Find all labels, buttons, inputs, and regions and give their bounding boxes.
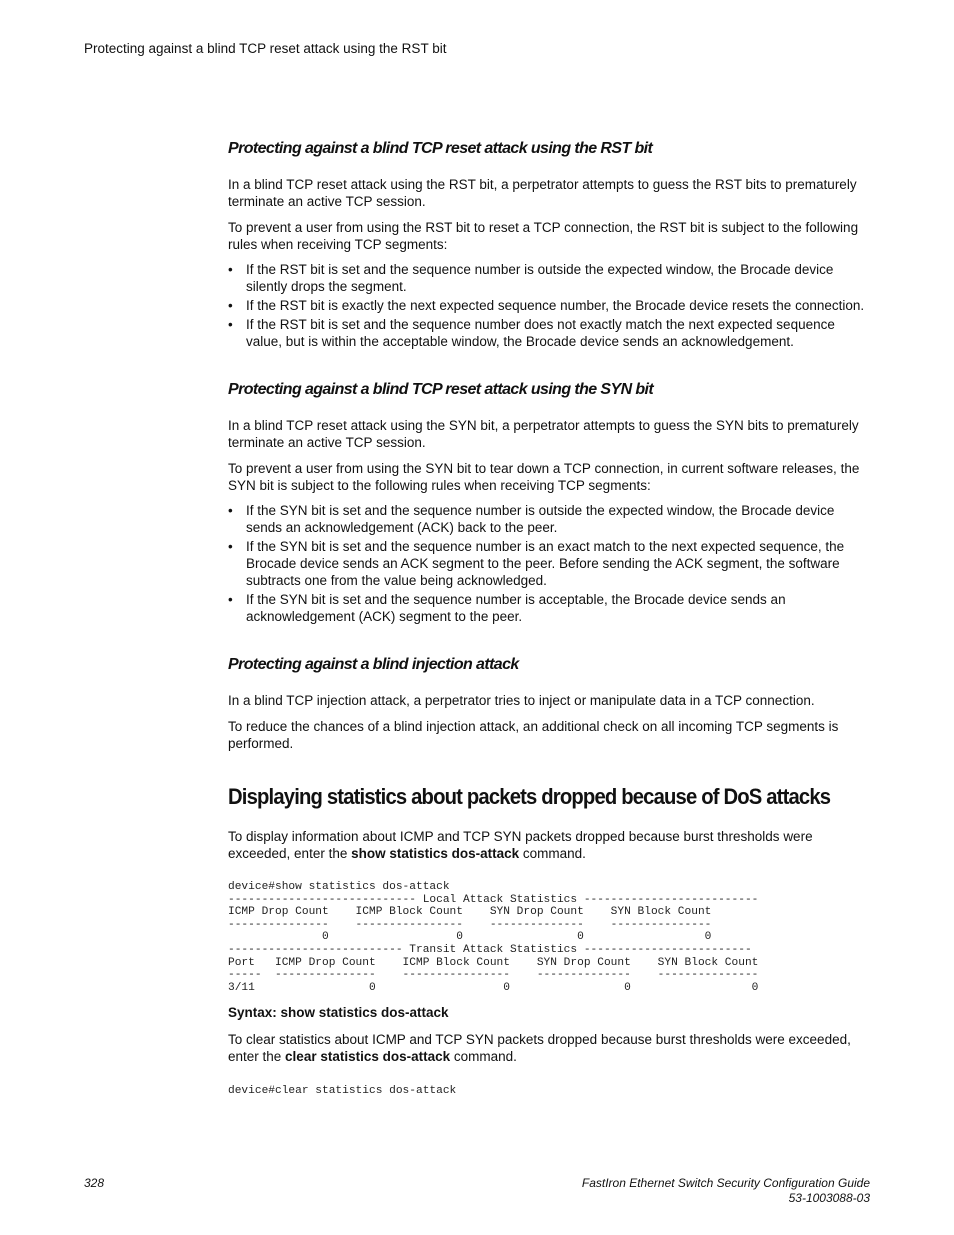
page-content: [228, 140, 868, 1098]
injection-heading: Protecting against a blind injection attack: [228, 656, 519, 673]
rst-heading: Protecting against a blind TCP reset attack using the RST bit: [228, 140, 653, 157]
syn-paragraph-2: To prevent a user from using the SYN bit to tear down a TCP connection, in current software releases, the SYN bit is subject to the following rules when receiving TCP segments:: [228, 461, 860, 493]
clear-statistics-code-block: device#clear statistics dos-attack: [228, 1085, 457, 1098]
dos-paragraph-1: [228, 828, 868, 862]
syn-paragraph-1: In a blind TCP reset attack using the SYN bit, a perpetrator attempts to guess the SYN bits to prematurely terminate an active TCP session.: [228, 418, 859, 450]
dos-paragraph-2-end: command.: [450, 1049, 517, 1065]
list-item: • If the SYN bit is set and the sequence number is an exact match to the next expected sequence, the Brocade device sends an ACK segment to the peer. Before sending the ACK segment, the software subtracts one from the value being acknowledged.: [228, 538, 868, 589]
show-command: show statistics dos-attack: [351, 846, 520, 861]
footer-doc-info: [582, 1176, 870, 1206]
dos-paragraph-1-text: To display information about ICMP and TCP SYN packets dropped because burst thresholds were exceeded, enter the: [228, 829, 813, 861]
clear-command: clear statistics dos-attack: [285, 1049, 451, 1065]
show-statistics-code-block: device#show statistics dos-attack ---------------------------- Local Attack Statistics -------------------------- ICMP Drop Count ICMP Block Count SYN Drop Count SYN Block Count --------------- ---------------- -------------- --------------- 0 0 0 0 -------------------------- Transit Attack Statistics ------------------------- Port ICMP Drop Count ICMP Block Count SYN Drop Count SYN Block Count ----- --------------- ---------------- -------------- --------------- 3/11 0 0 0 0: [228, 881, 759, 994]
list-item: • If the SYN bit is set and the sequence number is outside the expected window, the Brocade device sends an acknowledgement (ACK) back to the peer.: [228, 502, 868, 536]
doc-number: 53-1003088-03: [788, 1191, 870, 1205]
list-item: • If the RST bit is exactly the next expected sequence number, the Brocade device resets the connection.: [228, 297, 868, 314]
syntax-line: Syntax: show statistics dos-attack: [228, 1005, 449, 1021]
guide-title: FastIron Ethernet Switch Security Configuration Guide: [581, 1176, 870, 1190]
rst-paragraph-2: To prevent a user from using the RST bit to reset a TCP connection, the RST bit is subject to the following rules when receiving TCP segments:: [228, 220, 859, 252]
list-item: • If the RST bit is set and the sequence number is outside the expected window, the Brocade device silently drops the segment.: [228, 261, 868, 295]
injection-paragraph-1: In a blind TCP injection attack, a perpetrator tries to inject or manipulate data in a TCP connection.: [228, 693, 815, 708]
dos-heading: Displaying statistics about packets dropped because of DoS attacks: [228, 784, 831, 809]
syn-heading: Protecting against a blind TCP reset attack using the SYN bit: [228, 381, 654, 398]
list-item: • If the RST bit is set and the sequence number does not exactly match the next expected sequence value, but is within the acceptable window, the Brocade device sends an acknowledgement.: [228, 316, 868, 350]
page-number: 328: [84, 1176, 105, 1190]
syn-rules-list: [228, 502, 868, 625]
dos-paragraph-1-end: command.: [519, 846, 586, 861]
rst-paragraph-1: In a blind TCP reset attack using the RST bit, a perpetrator attempts to guess the RST bits to prematurely terminate an active TCP session.: [228, 177, 857, 209]
dos-paragraph-2-text: To clear statistics about ICMP and TCP SYN packets dropped because burst thresholds were exceeded, enter the: [228, 1032, 851, 1065]
rst-rules-list: [228, 261, 868, 350]
list-item: • If the SYN bit is set and the sequence number is acceptable, the Brocade device sends an acknowledgement (ACK) segment to the peer.: [228, 591, 868, 625]
injection-paragraph-2: To reduce the chances of a blind injection attack, an additional check on all incoming TCP segments is performed.: [228, 719, 839, 751]
dos-paragraph-2: [228, 1031, 868, 1065]
running-head: Protecting against a blind TCP reset attack using the RST bit: [84, 41, 447, 56]
